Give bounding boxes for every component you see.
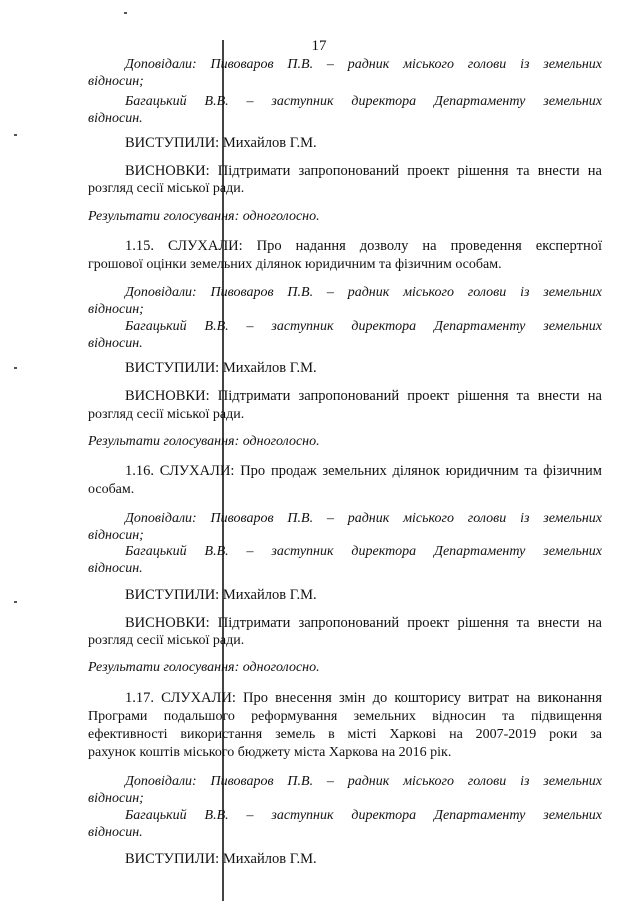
speakers-line: відносин. [88,825,143,840]
speakers-line: відносин. [88,561,143,576]
speakers-line: Багацький В.В. – заступник директора Департаменту земельних [125,544,602,559]
heard-line: рахунок коштів міського бюджету міста Харкова на 2016 рік. [88,745,452,760]
speakers-line: Багацький В.В. – заступник директора Департаменту земельних [125,319,602,334]
heard-line: 1.15. СЛУХАЛИ: Про надання дозволу на проведення експертної [125,238,602,254]
speakers-line: відносин; [88,74,144,89]
spoke-line: ВИСТУПИЛИ: Михайлов Г.М. [125,587,317,603]
scan-speck [14,601,17,603]
conclusion-line: розгляд сесії міської ради. [88,633,245,648]
speakers-line: відносин; [88,791,144,806]
scan-speck [124,12,127,14]
scan-speck [14,134,17,136]
spoke-line: ВИСТУПИЛИ: Михайлов Г.М. [125,360,317,376]
conclusion-line: ВИСНОВКИ: Підтримати запропонований проект рішення та внести на [125,615,602,631]
speakers-line: відносин; [88,528,144,543]
speakers-line: відносин. [88,111,143,126]
conclusion-line: ВИСНОВКИ: Підтримати запропонований проект рішення та внести на [125,163,602,179]
scan-speck [14,367,17,369]
vote-result-line: Результати голосування: одноголосно. [88,209,320,224]
speakers-line: відносин. [88,336,143,351]
heard-line: грошової оцінки земельних ділянок юридичним та фізичним особам. [88,257,502,272]
speakers-line: Доповідали: Пивоваров П.В. – радник міського голови із земельних [125,285,602,300]
speakers-line: Доповідали: Пивоваров П.В. – радник міського голови із земельних [125,774,602,789]
page-number: 17 [311,38,327,54]
conclusion-line: розгляд сесії міської ради. [88,407,245,422]
speakers-line: Доповідали: Пивоваров П.В. – радник міського голови із земельних [125,511,602,526]
spoke-line: ВИСТУПИЛИ: Михайлов Г.М. [125,135,317,151]
speakers-line: Багацький В.В. – заступник директора Департаменту земельних [125,808,602,823]
conclusion-line: ВИСНОВКИ: Підтримати запропонований проект рішення та внести на [125,388,602,404]
heard-line: 1.16. СЛУХАЛИ: Про продаж земельних ділянок юридичним та фізичним [125,463,602,479]
vote-result-line: Результати голосування: одноголосно. [88,434,320,449]
speakers-line: Багацький В.В. – заступник директора Департаменту земельних [125,94,602,109]
heard-line: 1.17. СЛУХАЛИ: Про внесення змін до кошторису витрат на виконання [125,690,602,706]
heard-line: ефективності використання земель в місті Харкові на 2007-2019 роки за [88,727,602,742]
heard-line: особам. [88,482,135,497]
speakers-line: відносин; [88,302,144,317]
conclusion-line: розгляд сесії міської ради. [88,181,245,196]
heard-line: Програми подальшого реформування земельних відносин та підвищення [88,709,602,724]
speakers-line: Доповідали: Пивоваров П.В. – радник міського голови із земельних [125,57,602,72]
spoke-line: ВИСТУПИЛИ: Михайлов Г.М. [125,851,317,867]
vote-result-line: Результати голосування: одноголосно. [88,660,320,675]
